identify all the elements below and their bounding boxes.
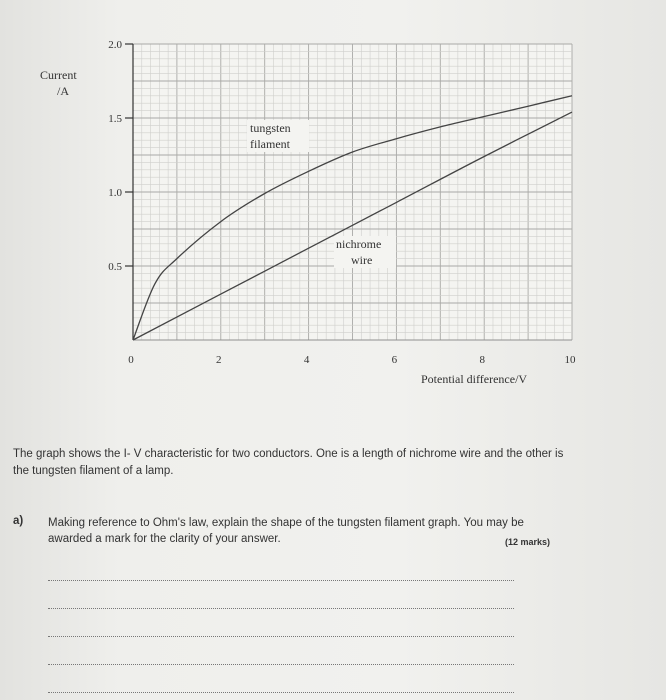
nichrome-series-label-line1: nichrome — [336, 237, 382, 251]
x-axis-label: Potential difference/V — [421, 372, 528, 386]
y-axis-label: Current — [40, 68, 77, 82]
x-tick-label: 2 — [216, 354, 222, 366]
x-tick-label: 4 — [303, 354, 310, 366]
x-tick-label: 0 — [128, 354, 134, 366]
y-axis-unit-label: /A — [57, 84, 69, 98]
x-tick-label: 8 — [479, 354, 485, 366]
y-tick-label: 0.5 — [108, 261, 122, 273]
part-a-label: a) — [13, 515, 24, 527]
x-tick-label: 6 — [391, 354, 398, 366]
part-a-text: Making reference to Ohm's law, explain the shape of the tungsten filament graph. You may be awarded a mark for the clarity of your answer. — [48, 517, 524, 545]
x-tick-label: 10 — [564, 354, 576, 366]
y-tick-label: 1.5 — [108, 113, 122, 125]
tungsten-series-label-line1: tungsten — [250, 121, 291, 135]
y-tick-label: 1.0 — [108, 187, 122, 199]
answer-line[interactable] — [48, 664, 514, 665]
question-intro: The graph shows the I- V characteristic for two conductors. One is a length of nichrome wire and the other is the tungsten filament of a lamp. — [13, 448, 564, 477]
answer-line[interactable] — [48, 636, 514, 637]
y-tick-label: 2.0 — [108, 39, 122, 51]
marks-label: (12 marks) — [505, 537, 551, 547]
answer-line[interactable] — [48, 608, 514, 609]
answer-line[interactable] — [48, 692, 514, 693]
answer-line[interactable] — [48, 580, 514, 581]
tungsten-series-label-line2: filament — [250, 137, 290, 151]
nichrome-series-label-line2: wire — [351, 253, 373, 267]
